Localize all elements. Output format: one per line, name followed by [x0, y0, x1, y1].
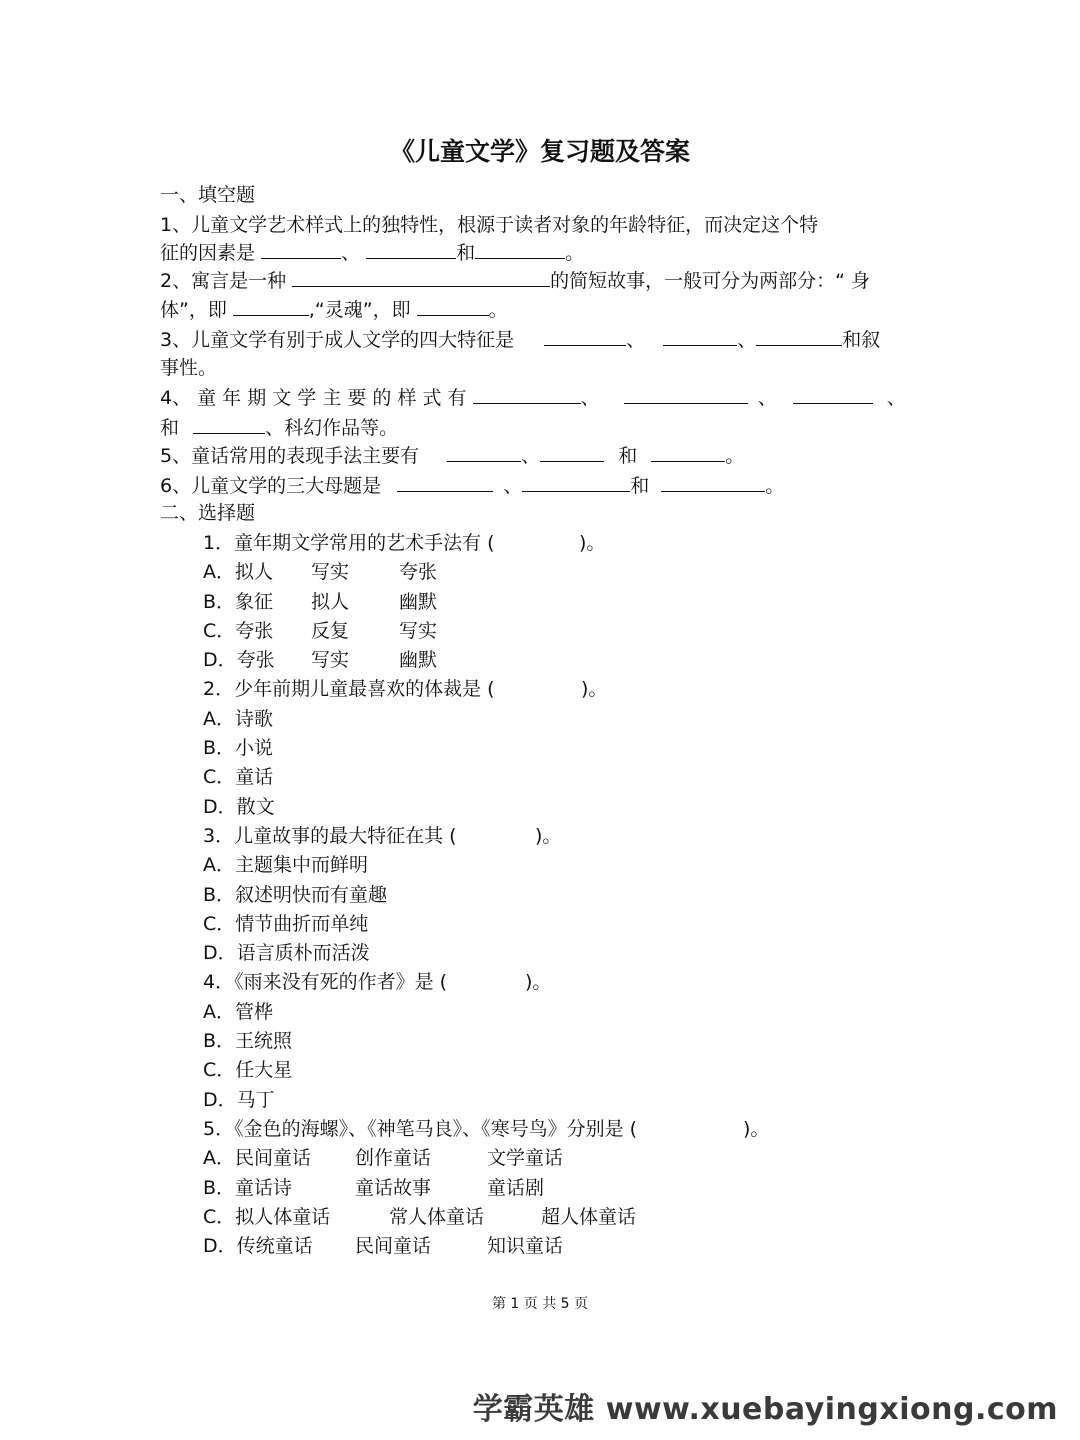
option-text: 幽默 [399, 649, 438, 671]
q6-end: 。 [765, 475, 785, 497]
q3-sep-2: 、 [737, 329, 757, 351]
question-stem-close: )。 [535, 825, 562, 847]
option-text: 童话故事 [355, 1177, 432, 1199]
q4-blank-4[interactable] [193, 415, 265, 434]
question-5-stem [203, 1116, 770, 1142]
q4-sep-3: 、 [886, 387, 906, 409]
q5-line [160, 443, 744, 469]
option-text: B．王统照 [203, 1030, 293, 1052]
q2-text: 2、寓言是一种 [160, 270, 287, 292]
q5-blank-3[interactable] [651, 443, 725, 462]
option-text: A．主题集中而鲜明 [203, 854, 368, 876]
question-1-stem [203, 530, 606, 556]
q6-blank-1[interactable] [397, 473, 493, 492]
q1-line-1: 1、儿童文学艺术样式上的独特性，根源于读者对象的年龄特征，而决定这个特 [160, 214, 819, 236]
question-stem-close: )。 [581, 678, 608, 700]
q3-text: 3、儿童文学有别于成人文学的四大特征是 [160, 329, 515, 351]
q6-blank-3[interactable] [661, 473, 765, 492]
option-text: 常人体童话 [389, 1206, 485, 1228]
question-4-stem [203, 969, 552, 995]
q4-blank-1[interactable] [473, 385, 581, 404]
q3-sep-1: 、 [626, 329, 646, 351]
q4-blank-3[interactable] [793, 385, 873, 404]
q5-blank-1[interactable] [447, 443, 521, 462]
option-text: 创作童话 [355, 1147, 432, 1169]
q5-end: 。 [725, 445, 745, 467]
page-footer: 第 1 页 共 5 页 [491, 1296, 589, 1312]
q2-blank-1[interactable] [292, 268, 550, 287]
q4-blank-2[interactable] [624, 385, 748, 404]
q2-text-3: 体”，即 [160, 299, 227, 321]
q4-text: 4、 童 年 期 文 学 主 要 的 样 式 有 [160, 387, 467, 409]
q3-line-1 [160, 327, 880, 353]
q3-blank-1[interactable] [544, 327, 626, 346]
option-text: 反复 [311, 620, 350, 642]
document-title: 《儿童文学》复习题及答案 [389, 137, 690, 166]
q4-sep-2: 、 [757, 387, 777, 409]
option-text: A．民间童话 [203, 1147, 311, 1169]
option-text: C．任大星 [203, 1059, 293, 1081]
q1-blank-3[interactable] [475, 240, 565, 259]
option-text: 写实 [399, 620, 438, 642]
option-text: 民间童话 [355, 1235, 432, 1257]
q2-blank-2[interactable] [233, 297, 309, 316]
option-text: A．诗歌 [203, 708, 273, 730]
q4-line-1 [160, 385, 906, 411]
q5-text: 5、童话常用的表现手法主要有 [160, 445, 420, 467]
q6-blank-2[interactable] [522, 473, 630, 492]
q4-line-2 [160, 415, 398, 441]
option-text: 幽默 [399, 591, 438, 613]
question-stem-text: 1．童年期文学常用的艺术手法有 ( [203, 532, 495, 554]
option-text: A．管桦 [203, 1001, 273, 1023]
option-text: D．语言质朴而活泼 [203, 942, 370, 964]
option-text: D．马丁 [203, 1089, 275, 1111]
q2-end: 。 [488, 299, 508, 321]
q5-blank-2[interactable] [540, 443, 604, 462]
option-text: 文学童话 [487, 1147, 564, 1169]
question-stem-close: )。 [743, 1118, 770, 1140]
q6-text: 6、儿童文学的三大母题是 [160, 475, 382, 497]
q1-sep-2: 和 [456, 242, 476, 264]
option-text: B．童话诗 [203, 1177, 293, 1199]
question-3-stem [203, 823, 562, 849]
q2-line-2 [160, 297, 508, 323]
q4-text-3: 、科幻作品等。 [265, 417, 399, 439]
option-text: D．散文 [203, 796, 275, 818]
question-stem-close: )。 [579, 532, 606, 554]
q5-sep-1: 、 [521, 445, 541, 467]
q3-blank-3[interactable] [756, 327, 842, 346]
q1-end: 。 [565, 242, 585, 264]
q3-blank-2[interactable] [663, 327, 737, 346]
question-stem-text: 5．《金色的海螺》、《神笔马良》、《寒号鸟》分别是 ( [203, 1118, 638, 1140]
q2-text-4: ,“灵魂”，即 [308, 299, 411, 321]
q2-text-2: 的简短故事，一般可分为两部分：“ 身 [550, 270, 871, 292]
option-text: D．传统童话 [203, 1235, 313, 1257]
option-text: B．叙述明快而有童趣 [203, 884, 388, 906]
option-text: B．象征 [203, 591, 274, 613]
q2-blank-3[interactable] [417, 297, 489, 316]
option-text: 夸张 [399, 561, 438, 583]
q3-line-2: 事性。 [160, 357, 218, 379]
option-text: 拟人 [311, 591, 350, 613]
q6-sep-2: 和 [630, 475, 650, 497]
option-text: 写实 [311, 561, 350, 583]
question-stem-text: 2．少年前期儿童最喜欢的体裁是 ( [203, 678, 495, 700]
option-text: 知识童话 [487, 1235, 564, 1257]
watermark: 学霸英雄 www.xuebayingxiong.com [472, 1392, 1058, 1427]
q1-blank-1[interactable] [261, 240, 341, 259]
option-text: C．夸张 [203, 620, 274, 642]
section-heading-multiple-choice: 二、选择题 [160, 502, 256, 524]
option-text: C．情节曲折而单纯 [203, 913, 369, 935]
section-heading-fill-blank: 一、填空题 [160, 184, 256, 206]
option-text: B．小说 [203, 737, 274, 759]
q4-sep-1: 、 [580, 387, 600, 409]
q1-line-2 [160, 240, 584, 266]
q1-sep-1: 、 [341, 242, 361, 264]
option-text: C．童话 [203, 766, 274, 788]
q1-text: 征的因素是 [160, 242, 256, 264]
option-text: D．夸张 [203, 649, 275, 671]
q1-blank-2[interactable] [366, 240, 456, 259]
q6-sep-1: 、 [503, 475, 523, 497]
q2-line-1 [160, 268, 870, 294]
question-stem-close: )。 [525, 971, 552, 993]
option-text: 超人体童话 [541, 1206, 637, 1228]
option-text: 写实 [311, 649, 350, 671]
question-stem-text: 4．《雨来没有死的作者》是 ( [203, 971, 448, 993]
question-2-stem [203, 676, 608, 702]
q6-line [160, 473, 784, 499]
option-text: 童话剧 [487, 1177, 545, 1199]
q5-sep-2: 和 [618, 445, 638, 467]
question-stem-text: 3．儿童故事的最大特征在其 ( [203, 825, 457, 847]
q4-text-2: 和 [160, 417, 180, 439]
option-text: C．拟人体童话 [203, 1206, 331, 1228]
q3-text-2: 和叙 [842, 329, 881, 351]
option-text: A．拟人 [203, 561, 273, 583]
